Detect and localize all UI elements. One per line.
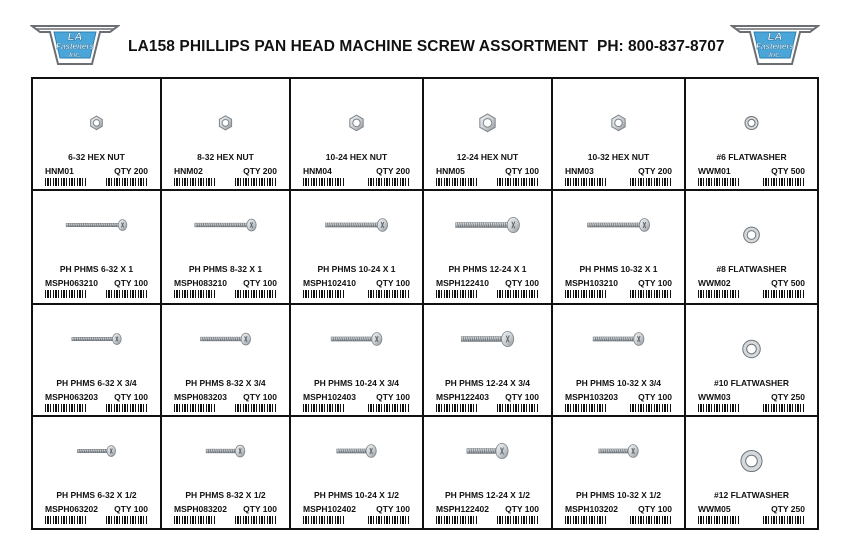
page-title: LA158 PHILLIPS PAN HEAD MACHINE SCREW ASSORTMENT (128, 38, 589, 55)
bin-msph103202 (553, 417, 686, 528)
la-fasteners-logo (730, 18, 820, 68)
quantity-barcode (235, 516, 277, 524)
part-number: MSPH103210 (565, 278, 618, 288)
part-number-barcode (303, 516, 345, 524)
part-image (553, 417, 684, 487)
part-quantity: QTY 100 (638, 392, 672, 402)
hex-nut-icon (612, 115, 625, 131)
part-number: MSPH063202 (45, 504, 98, 514)
quantity-barcode (106, 404, 148, 412)
part-description: PH PHMS 6-32 X 1/2 (56, 490, 137, 500)
part-number: WWM02 (698, 278, 731, 288)
bin-wwm02 (686, 191, 817, 305)
part-description: PH PHMS 6-32 X 1 (59, 264, 134, 274)
bin-hnm02 (162, 79, 291, 191)
part-image (686, 305, 817, 375)
part-quantity: QTY 500 (771, 278, 805, 288)
part-quantity: QTY 100 (376, 504, 410, 514)
part-number: MSPH102402 (303, 504, 356, 514)
part-number: MSPH083202 (174, 504, 227, 514)
part-number-barcode (698, 404, 740, 412)
screw-icon (337, 445, 376, 458)
part-image (291, 191, 422, 261)
part-number-barcode (565, 290, 607, 298)
screw-icon (200, 333, 250, 345)
part-description: 10-32 HEX NUT (587, 152, 650, 162)
bin-msph063203 (33, 305, 162, 417)
flat-washer-icon (743, 340, 761, 358)
part-number: HNM04 (303, 166, 332, 176)
part-description: PH PHMS 8-32 X 1 (188, 264, 263, 274)
part-image (162, 79, 289, 149)
part-number: WWM01 (698, 166, 731, 176)
part-quantity: QTY 100 (505, 278, 539, 288)
part-quantity: QTY 100 (505, 166, 539, 176)
part-image (686, 191, 817, 261)
part-image (162, 191, 289, 261)
part-number-barcode (698, 178, 740, 186)
bin-wwm01 (686, 79, 817, 191)
part-number: MSPH122403 (436, 392, 489, 402)
quantity-barcode (497, 178, 539, 186)
part-description: PH PHMS 8-32 X 1/2 (185, 490, 266, 500)
part-description: PH PHMS 12-24 X 1 (448, 264, 527, 274)
hex-nut-icon (480, 114, 495, 132)
part-number: WWM03 (698, 392, 731, 402)
part-description: PH PHMS 12-24 X 3/4 (444, 378, 531, 388)
hex-nut-icon (91, 116, 103, 130)
part-number-barcode (698, 516, 740, 524)
part-quantity: QTY 200 (376, 166, 410, 176)
screw-icon (206, 445, 245, 457)
quantity-barcode (630, 516, 672, 524)
bin-hnm03 (553, 79, 686, 191)
part-number: MSPH102410 (303, 278, 356, 288)
part-number: HNM05 (436, 166, 465, 176)
bin-hnm05 (424, 79, 553, 191)
part-number-barcode (436, 178, 478, 186)
part-number-barcode (174, 516, 216, 524)
part-image (424, 191, 551, 261)
part-quantity: QTY 100 (376, 278, 410, 288)
quantity-barcode (368, 404, 410, 412)
bin-msph122402 (424, 417, 553, 528)
part-image (291, 305, 422, 375)
phone-number: PH: 800-837-8707 (597, 38, 725, 55)
part-image (291, 79, 422, 149)
flat-washer-icon (745, 117, 758, 130)
screw-icon (331, 333, 382, 346)
part-description: PH PHMS 10-24 X 1 (317, 264, 396, 274)
part-number: MSPH122410 (436, 278, 489, 288)
part-quantity: QTY 100 (114, 392, 148, 402)
quantity-barcode (630, 178, 672, 186)
part-description: PH PHMS 10-24 X 3/4 (313, 378, 400, 388)
quantity-barcode (763, 178, 805, 186)
part-number-barcode (303, 178, 345, 186)
part-quantity: QTY 100 (638, 504, 672, 514)
quantity-barcode (497, 290, 539, 298)
part-number-barcode (565, 404, 607, 412)
part-number-barcode (303, 404, 345, 412)
part-description: PH PHMS 10-32 X 1/2 (575, 490, 662, 500)
bin-hnm01 (33, 79, 162, 191)
quantity-barcode (235, 404, 277, 412)
part-number: MSPH102403 (303, 392, 356, 402)
part-description: PH PHMS 12-24 X 1/2 (444, 490, 531, 500)
part-image (162, 305, 289, 375)
part-number-barcode (174, 404, 216, 412)
logo-text-3: Inc. (768, 52, 782, 59)
part-description: #8 FLATWASHER (716, 264, 787, 274)
part-image (553, 79, 684, 149)
bin-msph103203 (553, 305, 686, 417)
quantity-barcode (763, 404, 805, 412)
part-image (553, 191, 684, 261)
part-quantity: QTY 500 (771, 166, 805, 176)
part-quantity: QTY 100 (243, 278, 277, 288)
quantity-barcode (235, 178, 277, 186)
quantity-barcode (106, 516, 148, 524)
quantity-barcode (497, 516, 539, 524)
logo-text-2: Fasteners (56, 42, 94, 51)
screw-icon (66, 220, 127, 231)
part-quantity: QTY 200 (114, 166, 148, 176)
bin-msph102403 (291, 305, 424, 417)
part-quantity: QTY 100 (114, 278, 148, 288)
part-description: 6-32 HEX NUT (68, 152, 125, 162)
screw-icon (456, 217, 520, 232)
quantity-barcode (235, 290, 277, 298)
part-description: PH PHMS 10-32 X 1 (579, 264, 658, 274)
part-number: HNM02 (174, 166, 203, 176)
assortment-tray (31, 77, 819, 530)
bin-msph083210 (162, 191, 291, 305)
part-number-barcode (436, 290, 478, 298)
bin-wwm03 (686, 305, 817, 417)
part-number-barcode (565, 516, 607, 524)
part-description: #10 FLATWASHER (714, 378, 789, 388)
quantity-barcode (368, 516, 410, 524)
part-number-barcode (45, 516, 87, 524)
bin-msph122410 (424, 191, 553, 305)
part-number-barcode (174, 178, 216, 186)
quantity-barcode (497, 404, 539, 412)
part-image (33, 191, 160, 261)
part-number: MSPH083203 (174, 392, 227, 402)
part-number-barcode (174, 290, 216, 298)
part-quantity: QTY 250 (771, 392, 805, 402)
quantity-barcode (763, 516, 805, 524)
logo-text-3: Inc. (68, 52, 82, 59)
part-quantity: QTY 100 (505, 392, 539, 402)
part-description: #12 FLATWASHER (714, 490, 789, 500)
bin-msph063202 (33, 417, 162, 528)
part-number-barcode (698, 290, 740, 298)
bin-hnm04 (291, 79, 424, 191)
bin-msph063210 (33, 191, 162, 305)
part-number: MSPH083210 (174, 278, 227, 288)
quantity-barcode (106, 178, 148, 186)
quantity-barcode (368, 290, 410, 298)
part-image (291, 417, 422, 487)
la-fasteners-logo (30, 18, 120, 68)
screw-icon (593, 333, 644, 346)
part-quantity: QTY 100 (243, 504, 277, 514)
part-number-barcode (565, 178, 607, 186)
part-number: MSPH103202 (565, 504, 618, 514)
part-image (553, 305, 684, 375)
part-quantity: QTY 100 (243, 392, 277, 402)
part-number: MSPH063203 (45, 392, 98, 402)
part-number: MSPH122402 (436, 504, 489, 514)
part-quantity: QTY 200 (638, 166, 672, 176)
part-number: HNM03 (565, 166, 594, 176)
part-image (33, 305, 160, 375)
part-description: PH PHMS 10-32 X 3/4 (575, 378, 662, 388)
quantity-barcode (763, 290, 805, 298)
part-image (686, 417, 817, 487)
part-image (424, 417, 551, 487)
hex-nut-icon (350, 115, 363, 131)
part-description: PH PHMS 10-24 X 1/2 (313, 490, 400, 500)
part-image (162, 417, 289, 487)
bin-msph083202 (162, 417, 291, 528)
part-number: WWM05 (698, 504, 731, 514)
part-number: MSPH063210 (45, 278, 98, 288)
screw-icon (72, 334, 121, 345)
part-description: PH PHMS 8-32 X 3/4 (185, 378, 266, 388)
part-quantity: QTY 250 (771, 504, 805, 514)
part-number-barcode (436, 404, 478, 412)
bin-msph083203 (162, 305, 291, 417)
part-image (424, 305, 551, 375)
part-quantity: QTY 100 (638, 278, 672, 288)
bin-msph122403 (424, 305, 553, 417)
quantity-barcode (630, 404, 672, 412)
part-number: HNM01 (45, 166, 74, 176)
flat-washer-icon (744, 227, 760, 243)
bin-wwm05 (686, 417, 817, 528)
quantity-barcode (106, 290, 148, 298)
screw-icon (599, 445, 638, 458)
quantity-barcode (368, 178, 410, 186)
logo-text-1: LA (67, 31, 83, 43)
part-number-barcode (436, 516, 478, 524)
part-description: #6 FLATWASHER (716, 152, 787, 162)
part-description: 8-32 HEX NUT (197, 152, 254, 162)
part-image (33, 417, 160, 487)
screw-icon (325, 219, 387, 232)
screw-icon (461, 331, 514, 346)
part-quantity: QTY 100 (376, 392, 410, 402)
screw-icon (467, 443, 508, 458)
bin-msph102410 (291, 191, 424, 305)
part-quantity: QTY 100 (114, 504, 148, 514)
part-image (33, 79, 160, 149)
part-quantity: QTY 100 (505, 504, 539, 514)
header (0, 0, 850, 78)
part-number-barcode (45, 404, 87, 412)
bin-msph102402 (291, 417, 424, 528)
logo-text-2: Fasteners (756, 42, 794, 51)
logo-text-1: LA (767, 31, 783, 43)
part-image (686, 79, 817, 149)
part-image (424, 79, 551, 149)
part-number-barcode (45, 290, 87, 298)
part-quantity: QTY 200 (243, 166, 277, 176)
flat-washer-icon (741, 450, 762, 471)
hex-nut-icon (219, 116, 231, 130)
screw-icon (195, 219, 256, 231)
part-number-barcode (45, 178, 87, 186)
part-description: 12-24 HEX NUT (456, 152, 519, 162)
quantity-barcode (630, 290, 672, 298)
part-number-barcode (303, 290, 345, 298)
screw-icon (77, 446, 115, 457)
screw-icon (587, 219, 649, 232)
part-description: 10-24 HEX NUT (325, 152, 388, 162)
part-number: MSPH103203 (565, 392, 618, 402)
bin-msph103210 (553, 191, 686, 305)
part-description: PH PHMS 6-32 X 3/4 (56, 378, 137, 388)
